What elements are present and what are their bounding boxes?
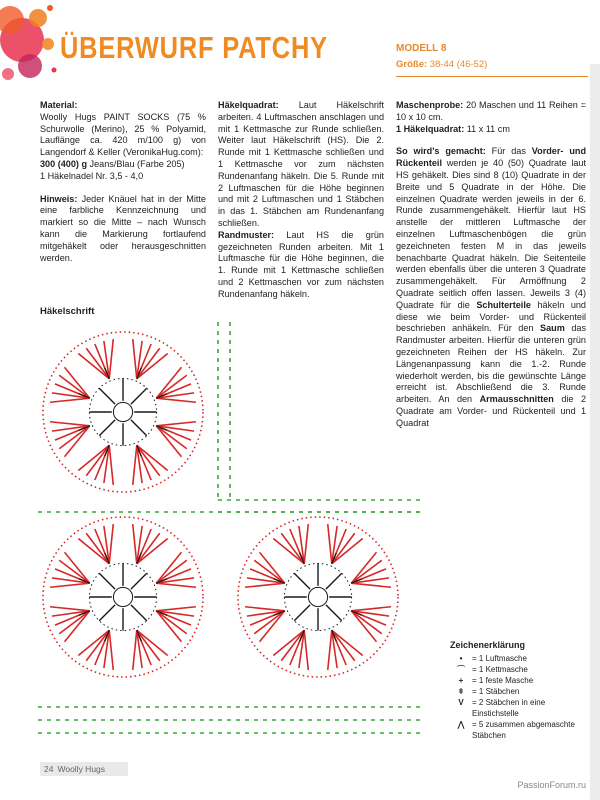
made-text-3: häkeln und diese wie beim Vorder- und Rückenteil beschrieben anhäkeln. Für den <box>396 299 586 334</box>
hint-label: Hinweis: <box>40 193 78 204</box>
border-label: Randmuster: <box>218 229 275 240</box>
hint-text: Jeder Knäuel hat in der Mitte eine farbliche Kennzeichnung und markiert so die Mitte – nach Wunsch kann die Markierung fortlaufend mitgehäkelt oder herausgeschnitten werden. <box>40 193 206 263</box>
header-divider <box>396 76 588 77</box>
magazine-name: Woolly Hugs <box>57 764 106 774</box>
motif-center-ring <box>308 587 327 606</box>
motif-stitch <box>109 524 113 564</box>
motif-stitch <box>109 630 113 670</box>
motif-center-ring <box>113 402 132 421</box>
made-text-4: das Randmuster arbeiten. Hierfür die unteren grün gezeichneten Reihen der HS häkeln. Zur Längenanpassung kann die 1.-2. Runde wiederholt werden, bis die gewünschte Länge erreicht ist. Abschließend die 3. Runde arbeiten. An den <box>396 323 586 405</box>
motif-stitch <box>156 422 196 426</box>
motif-inner-stitch <box>99 573 115 589</box>
legend-title: Zeichenerklärung <box>450 640 526 650</box>
motif-inner-stitch <box>99 388 115 404</box>
legend-text: = 2 Stäbchen in eine Einstichstelle <box>472 698 546 718</box>
page-footer <box>40 762 128 776</box>
legend-text: = 1 Kettmasche <box>472 665 528 674</box>
motif-stitch <box>245 607 285 611</box>
made-bold-4: Armausschnitten <box>479 394 554 405</box>
motif-inner-stitch <box>294 573 310 589</box>
motif-stitch <box>133 524 137 564</box>
motif-inner-stitch <box>294 605 310 621</box>
double-crochet-icon: ǂ <box>458 687 464 696</box>
motif-stitch <box>351 607 391 611</box>
motif-inner-stitch <box>326 605 342 621</box>
column-instructions <box>218 100 384 312</box>
motif-inner-stitch <box>131 573 147 589</box>
motif-outer-ring <box>238 517 398 677</box>
motif-inner-stitch <box>99 605 115 621</box>
motif-outer-ring <box>43 517 203 677</box>
legend-text: = 1 feste Masche <box>472 676 534 685</box>
square-label: Häkelquadrat: <box>218 100 279 110</box>
motif-stitch <box>351 583 391 587</box>
motif-inner-stitch <box>131 605 147 621</box>
model-number: MODELL 8 <box>396 43 447 54</box>
material-text: Woolly Hugs PAINT SOCKS (75 % Schurwolle (Merino), 25 % Polyamid, Lauflänge ca. 420 m/100 g) von Langendorf & Keller (VeronikaHug.com): <box>40 111 206 158</box>
legend-item <box>450 653 590 664</box>
motif-stitch <box>156 607 196 611</box>
motif-center-ring <box>113 587 132 606</box>
motif-inner-stitch <box>131 388 147 404</box>
made-bold-1: Vorder- und Rückenteil <box>396 146 586 169</box>
made-text-5: die 2 Quadrate am Vorder- und Rückenteil und 1 Quadrat <box>396 394 586 428</box>
legend-text: = 5 zusammen abgemaschte Stäbchen <box>472 720 575 740</box>
motif-stitch <box>133 445 137 485</box>
gauge-text: 20 Maschen und 11 Reihen = 10 x 10 cm. <box>396 100 586 122</box>
page-title: ÜBERWURF PATCHY <box>60 30 328 65</box>
single-crochet-icon: + <box>458 676 464 685</box>
motif-stitch <box>304 524 308 564</box>
motif-stitch <box>328 524 332 564</box>
legend-item <box>450 675 590 686</box>
motif-stitch <box>133 339 137 379</box>
amount-value: 300 (400) g <box>40 158 88 169</box>
increase-icon: V <box>458 698 464 707</box>
watermark: PassionForum.ru <box>517 780 586 790</box>
border-text: Laut HS die grün gezeichneten Runden arbeiten. Mit 1 Luftmasche für die Höhe beginnen, die 1. Runde mit 1 Kettmasche schließen und 2 Kettmaschen vor zum nächsten Rundenanfang häkeln. <box>218 229 384 299</box>
legend-item <box>450 719 590 741</box>
motif-stitch <box>50 398 90 402</box>
motif-stitch <box>50 607 90 611</box>
hint-paragraph <box>40 194 206 265</box>
legend-item <box>450 697 590 719</box>
chain-stitch-icon: • <box>459 654 463 663</box>
size-value: 38-44 (46-52) <box>429 59 488 70</box>
made-text-2: werden je 40 (50) Quadrate laut HS gehäkelt. Dies sind 8 (10) Quadrate in der Breite und 5 Quadrate in der Höhe. Die einzelnen Quadrate werden jeweils in der 6. Runde zusammengehäkelt. Hierfür laut HS anstelle der mittleren Luftmasche der einzelnen Luftmaschenbögen die grün gezeichneten festen M in das jeweils benachbarte Quadrat häkeln. Die Seitenteile werden ebenfalls über die unteren 3 Quadrate zusammengehäkelt. Für Armöffnung 2 Quadrate seitlich offen lassen. Jeweils 3 (4) Quadrate für die <box>396 158 586 310</box>
crochet-diagram <box>28 322 438 752</box>
motif-inner-stitch <box>326 573 342 589</box>
cluster-icon: ⋀ <box>457 720 465 729</box>
gauge-label: Maschenprobe: <box>396 100 464 110</box>
legend-item <box>450 664 590 675</box>
page-number: 24 <box>44 764 54 774</box>
legend-text: = 1 Luftmasche <box>472 654 527 663</box>
size-label: Größe: <box>396 59 428 70</box>
legend <box>450 640 590 741</box>
motif-inner-stitch <box>99 420 115 436</box>
motif-stitch <box>245 583 285 587</box>
gauge-square-text: 11 x 11 cm <box>464 123 510 134</box>
motif-outer-ring <box>43 332 203 492</box>
gauge-paragraph <box>396 100 586 135</box>
material-label: Material: <box>40 100 78 110</box>
legend-item <box>450 686 590 697</box>
needle-text: 1 Häkelnadel Nr. 3,5 - 4,0 <box>40 170 144 181</box>
motif-stitch <box>304 630 308 670</box>
legend-text: = 1 Stäbchen <box>472 687 520 696</box>
made-text-1: Für das <box>485 146 532 157</box>
motif-stitch <box>109 445 113 485</box>
motif-stitch <box>50 422 90 426</box>
motif-stitch <box>156 583 196 587</box>
square-paragraph <box>218 100 384 301</box>
motif-inner-stitch <box>131 420 147 436</box>
gauge-square-label: 1 Häkelquadrat: <box>396 123 465 134</box>
sidebar-strip <box>590 64 600 800</box>
size-info <box>396 59 487 70</box>
square-text: Laut Häkelschrift arbeiten. 4 Luftmaschen anschlagen und mit 1 Kettmasche zur Runde schließen. Weiter laut Häkelschrift (HS). Die 2. Runde mit 1 Kettmasche schließen und 1 Kettmasche vor zum nächsten Rundenanfang häkeln. Die 5. Runde mit 2 Luftmaschen für die Höhe beginnen und mit 2 Luftmaschen und 1 Stäbchen in das 1. Stäbchen am Rundenanfang schließen. <box>218 100 384 228</box>
materials-paragraph <box>40 100 206 183</box>
motif-stitch <box>156 398 196 402</box>
motif-stitch <box>133 630 137 670</box>
amount-text: Jeans/Blau (Farbe 205) <box>87 158 185 169</box>
motif-stitch <box>109 339 113 379</box>
column-materials <box>40 100 206 275</box>
motif-stitch <box>328 630 332 670</box>
diagram-label: Häkelschrift <box>40 306 95 317</box>
paint-splash-decoration <box>0 0 60 95</box>
made-bold-2: Schulterteile <box>476 299 531 310</box>
made-label: So wird's gemacht: <box>396 146 486 157</box>
motif-stitch <box>50 583 90 587</box>
slip-stitch-icon: ⌒ <box>457 665 465 674</box>
made-bold-3: Saum <box>540 323 565 334</box>
